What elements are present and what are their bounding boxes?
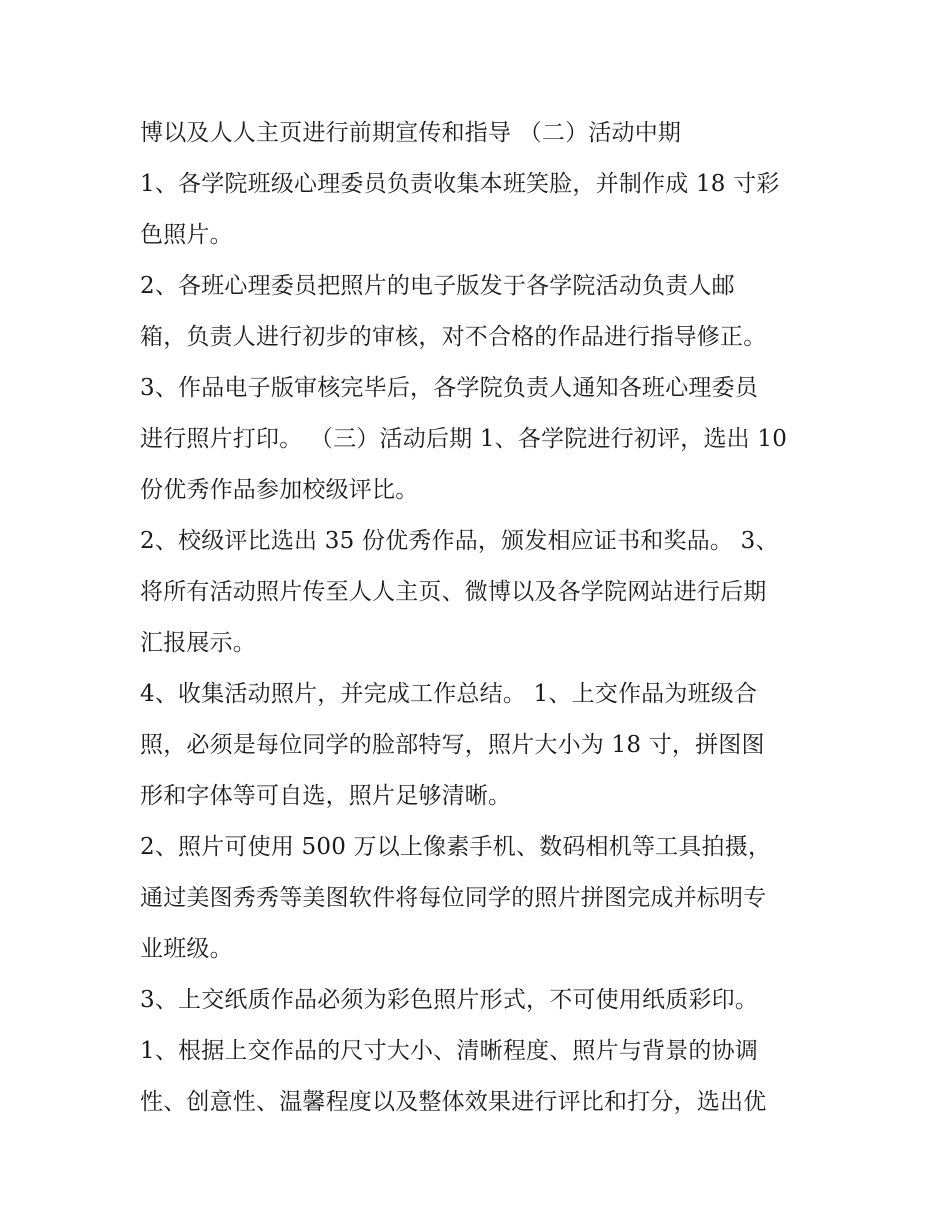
text-line: 色照片。 (140, 222, 233, 248)
text-line: 2、校级评比选出 35 份优秀作品，颁发相应证书和奖品。 3、 (140, 528, 779, 554)
text-line: 4、收集活动照片，并完成工作总结。 1、上交作品为班级合 (140, 681, 758, 707)
text-line: 1、各学院班级心理委员负责收集本班笑脸，并制作成 18 寸彩 (140, 171, 780, 197)
text-line: 业班级。 (140, 936, 233, 962)
text-line: 1、根据上交作品的尺寸大小、清晰程度、照片与背景的协调 (140, 1038, 759, 1064)
text-line: 通过美图秀秀等美图软件将每位同学的照片拼图完成并标明专 (140, 885, 767, 911)
text-line: 将所有活动照片传至人人主页、微博以及各学院网站进行后期 (140, 579, 767, 605)
text-line: 2、各班心理委员把照片的电子版发于各学院活动负责人邮 (140, 273, 735, 299)
text-line: 形和字体等可自选，照片足够清晰。 (140, 783, 512, 809)
text-line: 份优秀作品参加校级评比。 (140, 477, 419, 503)
text-line: 3、作品电子版审核完毕后，各学院负责人通知各班心理委员 (140, 375, 759, 401)
text-line: 性、创意性、温馨程度以及整体效果进行评比和打分，选出优 (140, 1089, 767, 1115)
text-line: 2、照片可使用 500 万以上像素手机、数码相机等工具拍摄， (140, 834, 772, 860)
text-line: 进行照片打印。 （三）活动后期 1、各学院进行初评，选出 10 (140, 426, 788, 452)
text-line: 汇报展示。 (140, 630, 256, 656)
text-line: 箱，负责人进行初步的审核，对不合格的作品进行指导修正。 (140, 324, 767, 350)
text-line: 博以及人人主页进行前期宣传和指导 （二）活动中期 (140, 120, 682, 146)
text-line: 3、上交纸质作品必须为彩色照片形式，不可使用纸质彩印。 (140, 987, 759, 1013)
text-line: 照，必须是每位同学的脸部特写，照片大小为 18 寸，拼图图 (140, 732, 765, 758)
document-body (140, 108, 820, 1128)
